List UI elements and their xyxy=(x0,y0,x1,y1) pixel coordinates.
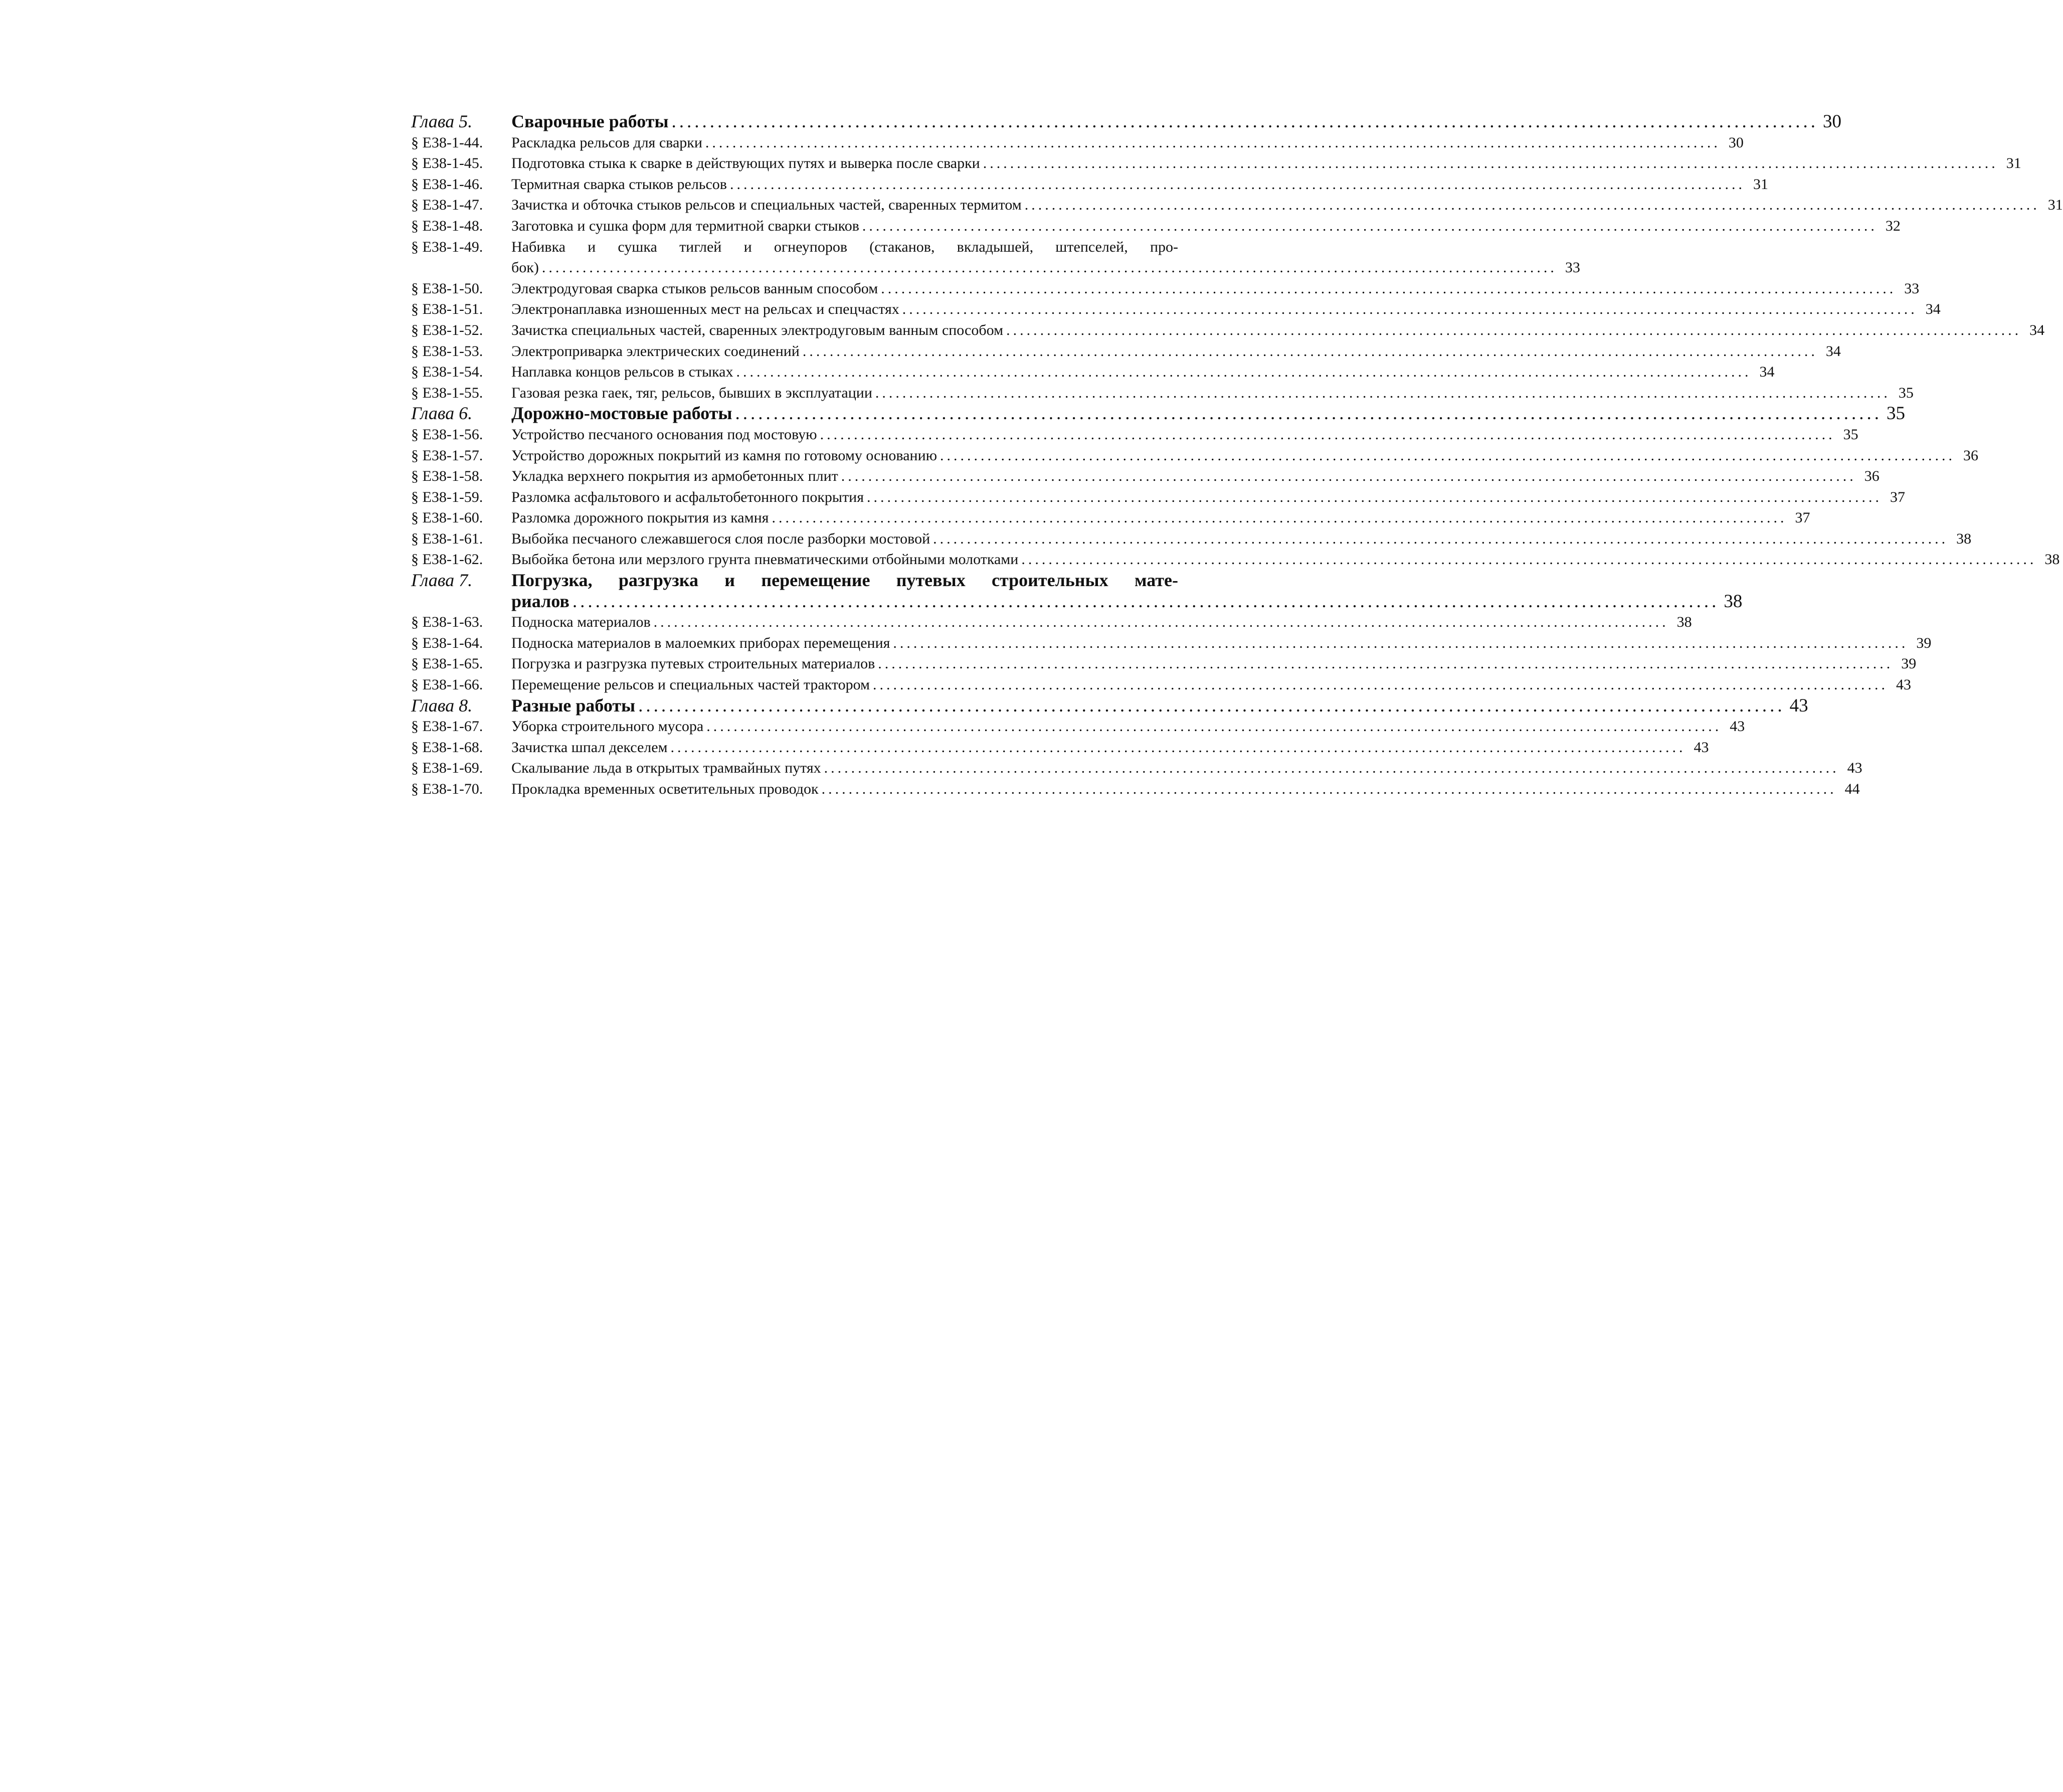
dot-leader: ...................................................................................................................................................... xyxy=(671,111,1819,132)
section-number: § Е38-1-47. xyxy=(411,197,483,214)
toc-section-row xyxy=(411,320,2045,341)
dot-leader: ...................................................................................................................................................... xyxy=(736,364,1752,381)
section-number: § Е38-1-50. xyxy=(411,280,483,297)
dot-leader: ...................................................................................................................................................... xyxy=(706,718,1722,735)
section-title-line: бок) xyxy=(511,259,539,276)
section-title: Скалывание льда в открытых трамвайных путях xyxy=(511,760,821,777)
section-title: Выбойка бетона или мерзлого грунта пневматическими отбойными молотками xyxy=(511,551,1019,568)
section-number: § Е38-1-69. xyxy=(411,760,483,777)
page-number: 35 xyxy=(1843,426,1858,443)
section-number: § Е38-1-48. xyxy=(411,217,483,234)
page-number: 39 xyxy=(1901,655,1917,672)
chapter-title: Сварочные работы xyxy=(511,111,669,131)
section-number: § Е38-1-56. xyxy=(411,426,483,443)
toc-section-row xyxy=(411,528,1972,550)
section-number: § Е38-1-54. xyxy=(411,364,483,381)
toc-section-row xyxy=(411,674,1911,695)
wrapped-title-block xyxy=(511,570,1743,612)
section-number: § Е38-1-60. xyxy=(411,509,483,526)
dot-leader: ...................................................................................................................................................... xyxy=(572,591,1720,612)
section-number: § Е38-1-64. xyxy=(411,634,483,651)
section-number: § Е38-1-46. xyxy=(411,175,483,193)
section-title: Разломка дорожного покрытия из камня xyxy=(511,509,769,526)
section-number: § Е38-1-52. xyxy=(411,321,483,338)
page-number: 33 xyxy=(1904,280,1920,297)
section-title: Устройство дорожных покрытий из камня по готовому основанию xyxy=(511,447,937,464)
table-of-contents xyxy=(411,111,2063,800)
section-number: § Е38-1-67. xyxy=(411,718,483,735)
section-title: Зачистка и обточка стыков рельсов и специальных частей, сваренных термитом xyxy=(511,197,1022,214)
dot-leader: ...................................................................................................................................................... xyxy=(670,739,1686,756)
dot-leader: ...................................................................................................................................................... xyxy=(983,155,1998,172)
page-number: 43 xyxy=(1730,718,1745,735)
section-title: Электронаплавка изношенных мест на рельсах и спецчастях xyxy=(511,301,899,318)
page-number: 32 xyxy=(1885,217,1901,234)
toc-section-row xyxy=(411,487,1906,508)
page-number: 43 xyxy=(1694,739,1709,756)
section-title: Газовая резка гаек, тяг, рельсов, бывших в эксплуатации xyxy=(511,384,872,401)
dot-leader: ...................................................................................................................................................... xyxy=(653,614,1669,631)
toc-chapter-row xyxy=(411,403,1905,424)
toc-section-row xyxy=(411,383,1914,404)
section-title: Термитная сварка стыков рельсов xyxy=(511,175,727,193)
section-title: Уборка строительного мусора xyxy=(511,718,704,735)
section-number: § Е38-1-65. xyxy=(411,655,483,672)
page-number: 34 xyxy=(1759,364,1775,381)
chapter-title-line: Погрузка, разгрузка и перемещение путевых строительных мате- xyxy=(511,570,1178,591)
page-number: 43 xyxy=(1789,695,1808,716)
section-title: Зачистка специальных частей, сваренных электродуговым ванным способом xyxy=(511,321,1004,338)
toc-chapter-row xyxy=(411,570,1743,612)
page-number: 43 xyxy=(1896,676,1911,693)
toc-chapter-row xyxy=(411,111,1842,132)
chapter-title: Разные работы xyxy=(511,695,636,715)
section-title: Перемещение рельсов и специальных частей трактором xyxy=(511,676,870,693)
section-title: Подготовка стыка к сварке в действующих путях и выверка после сварки xyxy=(511,155,980,172)
section-number: § Е38-1-62. xyxy=(411,551,483,568)
dot-leader: ...................................................................................................................................................... xyxy=(841,468,1856,485)
dot-leader: ...................................................................................................................................................... xyxy=(893,634,1909,651)
dot-leader: ...................................................................................................................................................... xyxy=(862,217,1878,234)
dot-leader: ...................................................................................................................................................... xyxy=(1021,551,2037,568)
toc-section-row xyxy=(411,737,1709,758)
dot-leader: ...................................................................................................................................................... xyxy=(802,342,1818,360)
section-number: § Е38-1-58. xyxy=(411,468,483,485)
toc-section-row xyxy=(411,758,1862,779)
section-title-line: Набивка и сушка тиглей и огнеупоров (стаканов, вкладышей, штепселей, про- xyxy=(511,238,1178,255)
title-continuation xyxy=(511,257,1580,278)
toc-section-row xyxy=(411,341,1841,362)
section-number: § Е38-1-61. xyxy=(411,530,483,547)
page-number: 44 xyxy=(1844,781,1860,797)
section-number: § Е38-1-70. xyxy=(411,781,483,797)
page-number: 38 xyxy=(1956,530,1972,547)
toc-section-row xyxy=(411,445,1979,466)
section-number: § Е38-1-68. xyxy=(411,739,483,756)
page-number: 38 xyxy=(2044,551,2060,568)
section-title: Зачистка шпал декселем xyxy=(511,739,668,756)
toc-section-row xyxy=(411,237,1580,278)
toc-section-row xyxy=(411,195,2063,216)
toc-section-row xyxy=(411,549,2060,570)
section-number: § Е38-1-53. xyxy=(411,342,483,360)
page-number: 31 xyxy=(1753,175,1768,193)
page-number: 33 xyxy=(1565,259,1580,276)
section-title: Заготовка и сушка форм для термитной сварки стыков xyxy=(511,217,859,234)
dot-leader: ...................................................................................................................................................... xyxy=(875,384,1891,401)
page-number: 34 xyxy=(1925,301,1941,318)
toc-section-row xyxy=(411,132,1744,153)
page-number: 38 xyxy=(1676,614,1692,631)
toc-section-row xyxy=(411,612,1692,633)
page-number: 34 xyxy=(2029,321,2045,338)
toc-section-row xyxy=(411,362,1775,383)
chapter-title-line: риалов xyxy=(511,591,570,611)
section-title: Раскладка рельсов для сварки xyxy=(511,134,702,151)
dot-leader: ...................................................................................................................................................... xyxy=(881,280,1897,297)
toc-section-row xyxy=(411,153,2021,174)
dot-leader: ...................................................................................................................................................... xyxy=(729,175,1745,193)
toc-chapter-row xyxy=(411,695,1808,716)
dot-leader: ...................................................................................................................................................... xyxy=(824,760,1839,777)
dot-leader: ...................................................................................................................................................... xyxy=(872,676,1888,693)
dot-leader: ...................................................................................................................................................... xyxy=(821,781,1837,797)
section-title: Подноска материалов xyxy=(511,614,651,631)
section-number: § Е38-1-57. xyxy=(411,447,483,464)
toc-section-row xyxy=(411,424,1858,445)
dot-leader: ...................................................................................................................................................... xyxy=(1024,197,2040,214)
section-number: § Е38-1-51. xyxy=(411,301,483,318)
section-number: § Е38-1-44. xyxy=(411,134,483,151)
dot-leader: ...................................................................................................................................................... xyxy=(878,655,1894,672)
section-number: § Е38-1-63. xyxy=(411,614,483,631)
page-number: 38 xyxy=(1724,591,1743,612)
toc-section-row xyxy=(411,216,1901,237)
chapter-number: Глава 8. xyxy=(411,695,473,715)
chapter-number: Глава 6. xyxy=(411,403,473,424)
dot-leader: ...................................................................................................................................................... xyxy=(867,488,1883,505)
section-number: § Е38-1-66. xyxy=(411,676,483,693)
wrapped-title-block xyxy=(511,237,1580,278)
toc-section-row xyxy=(411,507,1810,528)
section-title: Электродуговая сварка стыков рельсов ванным способом xyxy=(511,280,878,297)
page-number: 36 xyxy=(1864,468,1880,485)
title-continuation xyxy=(511,591,1743,612)
section-number: § Е38-1-45. xyxy=(411,155,483,172)
section-number: § Е38-1-55. xyxy=(411,384,483,401)
toc-section-row xyxy=(411,653,1917,674)
section-number: § Е38-1-59. xyxy=(411,488,483,505)
dot-leader: ...................................................................................................................................................... xyxy=(638,695,1785,716)
dot-leader: ...................................................................................................................................................... xyxy=(940,447,1956,464)
section-title: Погрузка и разгрузка путевых строительных материалов xyxy=(511,655,875,672)
page-number: 43 xyxy=(1847,760,1862,777)
page-number: 35 xyxy=(1886,403,1905,424)
page-number: 30 xyxy=(1823,111,1842,132)
page-number: 37 xyxy=(1890,488,1906,505)
section-title: Прокладка временных осветительных проводок xyxy=(511,781,819,797)
dot-leader: ...................................................................................................................................................... xyxy=(820,426,1835,443)
page-number: 30 xyxy=(1728,134,1744,151)
page-number: 39 xyxy=(1916,634,1932,651)
toc-section-row xyxy=(411,174,1768,195)
toc-section-row xyxy=(411,716,1745,737)
page-number: 36 xyxy=(1963,447,1979,464)
chapter-number: Глава 7. xyxy=(411,570,473,591)
dot-leader: ...................................................................................................................................................... xyxy=(735,403,1882,424)
section-title: Укладка верхнего покрытия из армобетонных плит xyxy=(511,468,838,485)
section-title: Выбойка песчаного слежавшегося слоя после разборки мостовой xyxy=(511,530,930,547)
section-number: § Е38-1-49. xyxy=(411,238,483,255)
section-title: Устройство песчаного основания под мостовую xyxy=(511,426,817,443)
dot-leader: ...................................................................................................................................................... xyxy=(541,259,1557,276)
toc-section-row xyxy=(411,278,1920,299)
page-number: 31 xyxy=(2006,155,2021,172)
page-number: 34 xyxy=(1825,342,1841,360)
dot-leader: ...................................................................................................................................................... xyxy=(705,134,1721,151)
section-title: Подноска материалов в малоемких приборах перемещения xyxy=(511,634,890,651)
section-title: Электроприварка электрических соединений xyxy=(511,342,800,360)
chapter-number: Глава 5. xyxy=(411,111,473,131)
toc-section-row xyxy=(411,466,1880,487)
toc-section-row xyxy=(411,633,1932,654)
chapter-title: Дорожно-мостовые работы xyxy=(511,403,732,424)
page-number: 37 xyxy=(1795,509,1810,526)
toc-section-row xyxy=(411,299,1941,320)
section-title: Разломка асфальтового и асфальтобетонного покрытия xyxy=(511,488,864,505)
page-number: 35 xyxy=(1898,384,1914,401)
toc-section-row xyxy=(411,779,1860,800)
section-title: Наплавка концов рельсов в стыках xyxy=(511,364,733,381)
dot-leader: ...................................................................................................................................................... xyxy=(772,509,1787,526)
dot-leader: ...................................................................................................................................................... xyxy=(933,530,1949,547)
page-number: 31 xyxy=(2047,197,2063,214)
dot-leader: ...................................................................................................................................................... xyxy=(902,301,1918,318)
dot-leader: ...................................................................................................................................................... xyxy=(1006,321,2022,338)
